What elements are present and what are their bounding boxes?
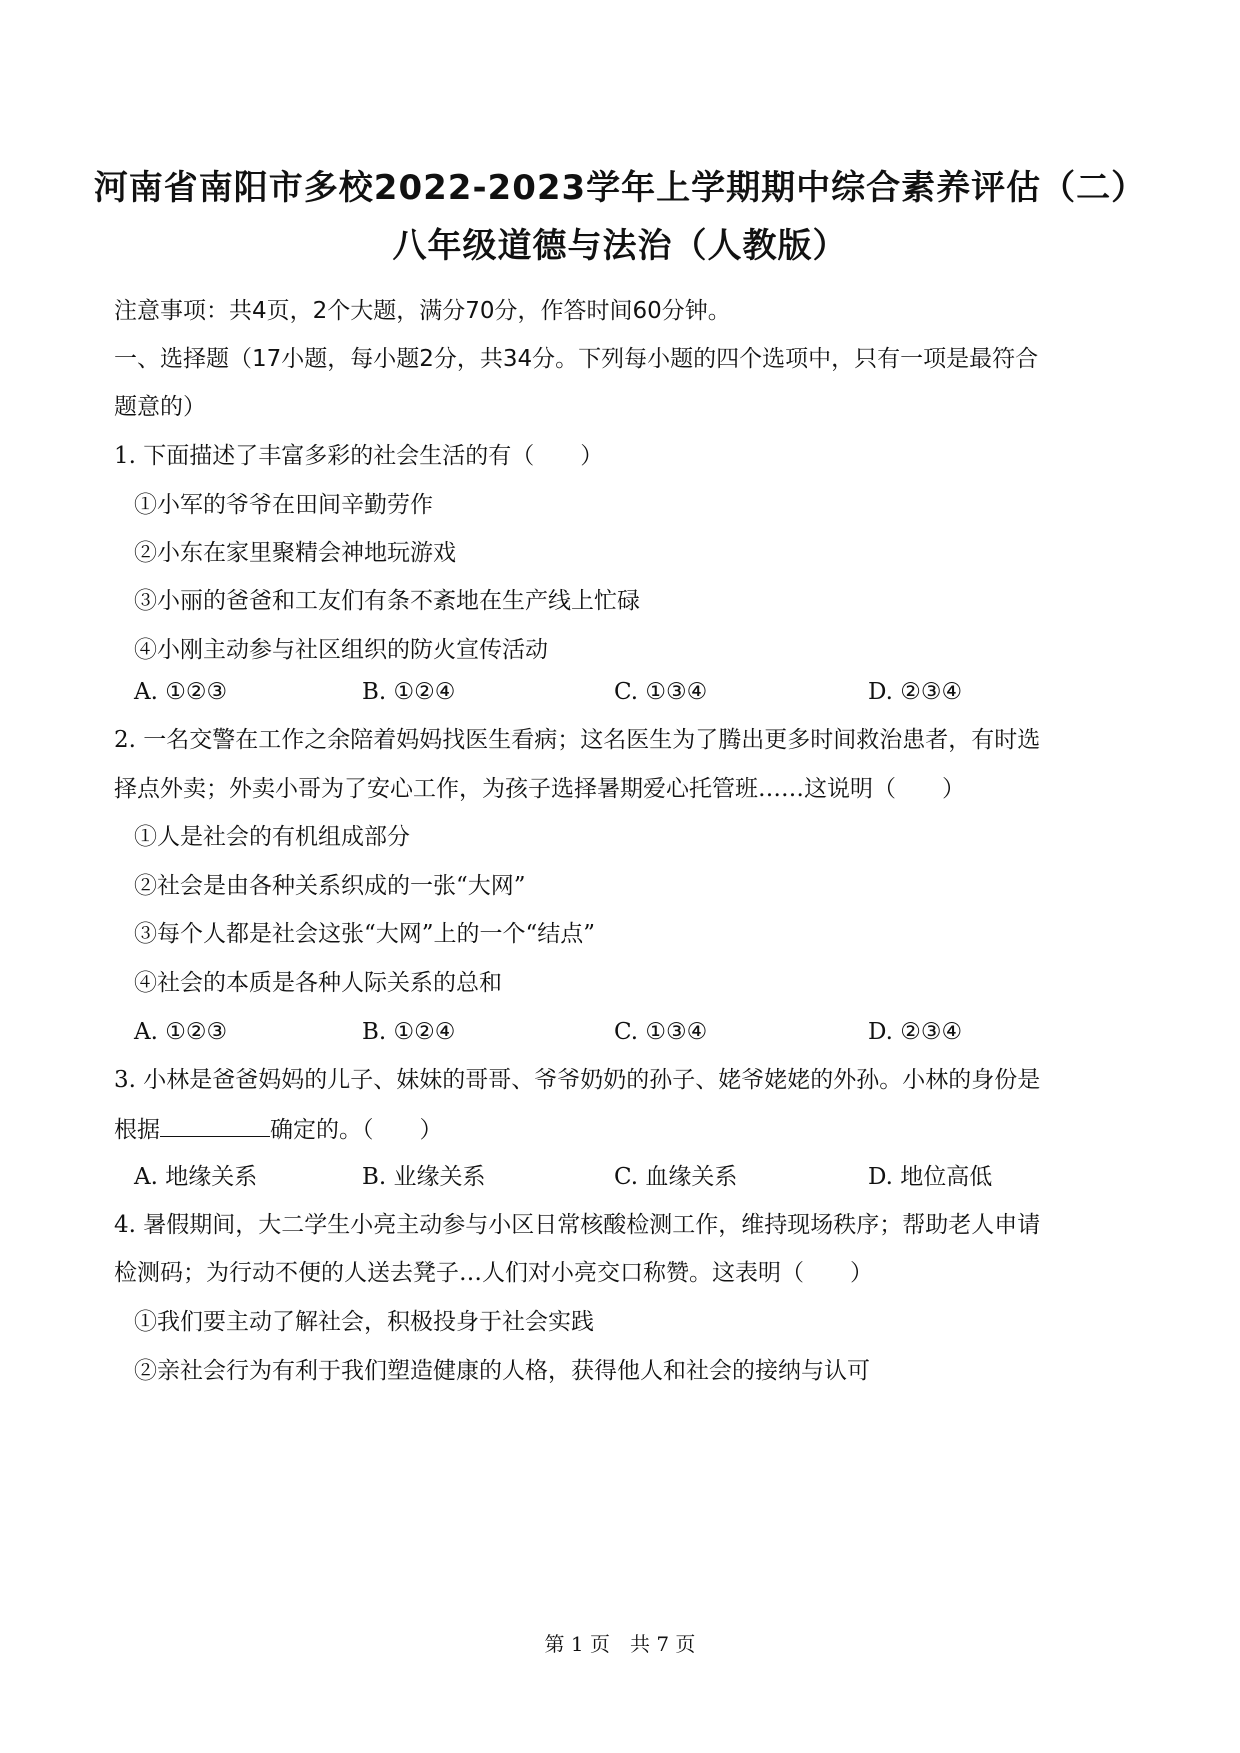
question-3-stem: 3. 小林是爸爸妈妈的儿子、妹妹的哥哥、爷爷奶奶的孙子、姥爷姥姥的外孙。小林的身份是 xyxy=(114,1067,1041,1093)
option-b: B. ①②④ xyxy=(362,1019,456,1045)
question-2-stem: 2. 一名交警在工作之余陪着妈妈找医生看病；这名医生为了腾出更多时间救治患者，有时选 xyxy=(114,727,1041,753)
option-c: C. 血缘关系 xyxy=(614,1164,738,1190)
question-4-stem: 4. 暑假期间，大二学生小亮主动参与小区日常核酸检测工作，维持现场秩序；帮助老人申请 xyxy=(114,1212,1041,1238)
stem-text-after-blank: 确定的。（ ） xyxy=(270,1117,443,1143)
question-4-stem-cont: 检测码；为行动不便的人送去凳子…人们对小亮交口称赞。这表明（ ） xyxy=(114,1260,873,1286)
option-a: A. ①②③ xyxy=(134,679,228,705)
option-c: C. ①③④ xyxy=(614,1019,708,1045)
stem-text-before-blank: 根据 xyxy=(114,1117,160,1143)
page-footer: 第 1 页 共 7 页 xyxy=(544,1632,696,1656)
question-2-item-3: ③每个人都是社会这张“大网”上的一个“结点” xyxy=(134,921,596,947)
option-d: D. ②③④ xyxy=(868,1019,963,1045)
option-c: C. ①③④ xyxy=(614,679,708,705)
question-2-item-1: ①人是社会的有机组成部分 xyxy=(134,824,410,850)
question-2-item-2: ②社会是由各种关系织成的一张“大网” xyxy=(134,873,526,899)
option-d: D. ②③④ xyxy=(868,679,963,705)
section-heading: 一、选择题（17小题，每小题2分，共34分。下列每小题的四个选项中，只有一项是最符合 xyxy=(114,346,1039,372)
question-2-stem-cont: 择点外卖；外卖小哥为了安心工作，为孩子选择暑期爱心托管班……这说明（ ） xyxy=(114,776,965,802)
question-4-item-2: ②亲社会行为有利于我们塑造健康的人格，获得他人和社会的接纳与认可 xyxy=(134,1358,870,1384)
notice-text: 注意事项：共4页，2个大题，满分70分，作答时间60分钟。 xyxy=(114,298,731,324)
question-1-item-2: ②小东在家里聚精会神地玩游戏 xyxy=(134,540,456,566)
exam-title: 河南省南阳市多校2022-2023学年上学期期中综合素养评估（二） xyxy=(93,168,1147,208)
question-1-item-1: ①小军的爷爷在田间辛勤劳作 xyxy=(134,492,433,518)
section-heading-cont: 题意的） xyxy=(114,394,206,420)
question-1-options xyxy=(134,677,1034,707)
question-3-stem-cont xyxy=(114,1114,443,1145)
option-b: B. 业缘关系 xyxy=(362,1164,486,1190)
exam-subtitle: 八年级道德与法治（人教版） xyxy=(392,226,848,266)
question-2-options xyxy=(134,1017,1034,1047)
option-b: B. ①②④ xyxy=(362,679,456,705)
option-d: D. 地位高低 xyxy=(868,1164,993,1190)
answer-blank xyxy=(160,1114,270,1137)
option-a: A. ①②③ xyxy=(134,1019,228,1045)
question-1-item-4: ④小刚主动参与社区组织的防火宣传活动 xyxy=(134,637,548,663)
question-4-item-1: ①我们要主动了解社会，积极投身于社会实践 xyxy=(134,1309,594,1335)
question-3-options xyxy=(134,1162,1034,1192)
question-2-item-4: ④社会的本质是各种人际关系的总和 xyxy=(134,970,502,996)
question-1-stem: 1. 下面描述了丰富多彩的社会生活的有（ ） xyxy=(114,443,604,469)
option-a: A. 地缘关系 xyxy=(134,1164,258,1190)
question-1-item-3: ③小丽的爸爸和工友们有条不紊地在生产线上忙碌 xyxy=(134,588,640,614)
